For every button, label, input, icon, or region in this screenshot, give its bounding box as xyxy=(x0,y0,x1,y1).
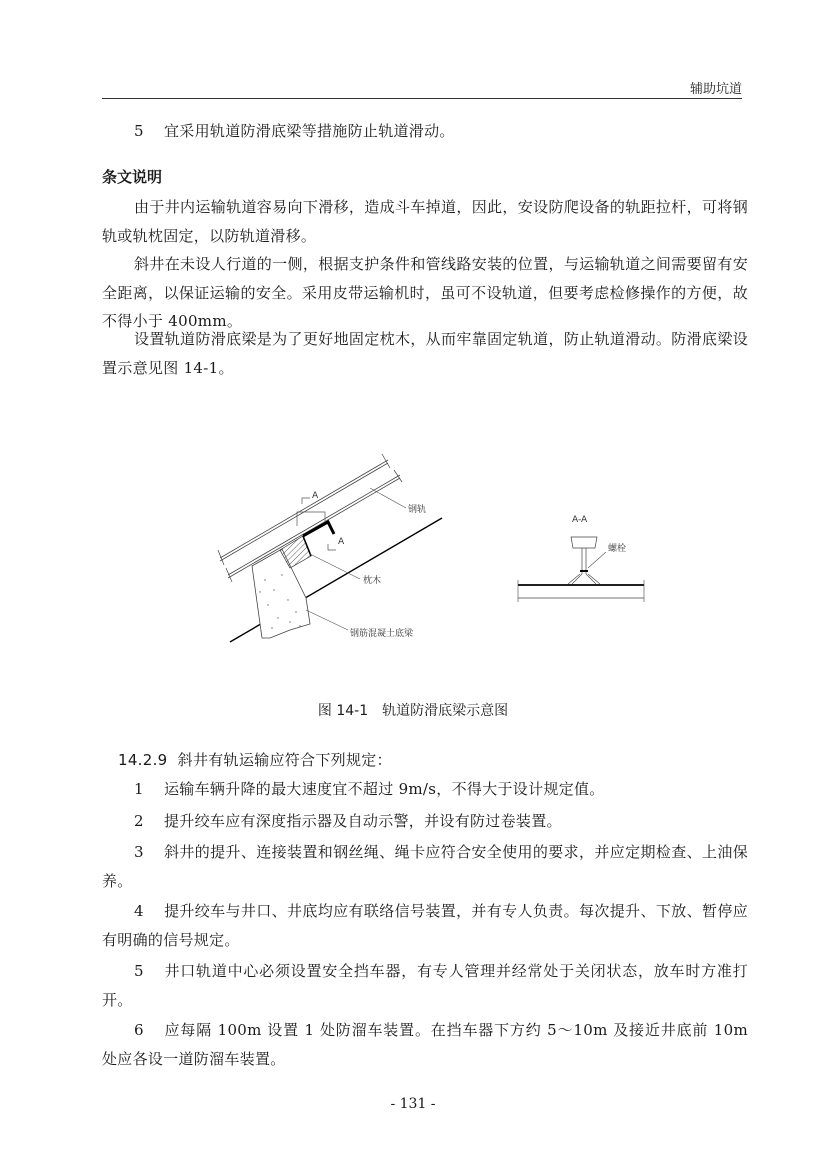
item-number: 5 xyxy=(134,962,144,980)
label-bolt: 螺栓 xyxy=(608,544,627,554)
rule-item xyxy=(102,775,748,804)
section-mark-bottom: A xyxy=(338,537,345,547)
item-text: 宜采用轨道防滑底梁等措施防止轨道滑动。 xyxy=(164,122,455,140)
section-title: 斜井有轨运输应符合下列规定： xyxy=(177,751,392,769)
item-text: 井口轨道中心必须设置安全挡车器，有专人管理并经常处于关闭状态，放车时方准打开。 xyxy=(102,962,748,1009)
item-text: 斜井的提升、连接装置和钢丝绳、绳卡应符合安全使用的要求，并应定期检查、上油保养。 xyxy=(102,843,748,890)
break-marks xyxy=(218,454,402,582)
explanation-paragraph: 设置轨道防滑底梁是为了更好地固定枕木，从而牢靠固定轨道，防止轨道滑动。防滑底梁设置示意见图 14-1。 xyxy=(102,330,748,377)
item-number: 4 xyxy=(134,902,144,920)
page-number: - 131 - xyxy=(390,1096,436,1112)
rule-item xyxy=(102,1016,748,1073)
item-number: 6 xyxy=(134,1021,144,1039)
label-beam: 钢筋混凝土底梁 xyxy=(350,629,414,639)
label-sleeper: 枕木 xyxy=(363,576,382,586)
item-number: 2 xyxy=(134,812,144,830)
section-number: 14.2.9 xyxy=(118,751,168,769)
item-text: 提升绞车与井口、井底均应有联络信号装置，并有专人负责。每次提升、下放、暂停应有明确的信号规定。 xyxy=(102,902,748,949)
item-number: 1 xyxy=(134,780,144,798)
label-section-a-a: A-A xyxy=(572,515,588,525)
section-heading xyxy=(118,746,748,775)
explanation-paragraph: 由于井内运输轨道容易向下滑移，造成斗车掉道，因此，安设防爬设备的轨距拉杆，可将钢轨或轨枕固定，以防轨道滑移。 xyxy=(102,198,748,245)
item-text: 应每隔 100m 设置 1 处防溜车装置。在挡车器下方约 5～10m 及接近井底前 10m 处应各设一道防溜车装置。 xyxy=(102,1021,748,1068)
figure-14-1 xyxy=(210,440,670,650)
rule-item xyxy=(102,838,748,895)
item-text: 运输车辆升降的最大速度宜不超过 9m/s，不得大于设计规定值。 xyxy=(164,780,605,798)
figure-caption: 图 14-1 轨道防滑底梁示意图 xyxy=(317,703,509,719)
label-rail: 钢轨 xyxy=(408,505,427,515)
concrete-beam xyxy=(252,549,310,638)
item-text: 提升绞车应有深度指示器及自动示警，并设有防过卷装置。 xyxy=(164,812,562,830)
section-mark-top: A xyxy=(312,491,319,501)
header-rule xyxy=(102,98,742,99)
explanation-heading: 条文说明 xyxy=(102,168,163,186)
rule-item xyxy=(102,807,748,836)
clause-item-5 xyxy=(102,117,748,146)
rule-item xyxy=(102,897,748,954)
item-number: 5 xyxy=(134,122,144,140)
header-title: 辅助坑道 xyxy=(689,82,742,97)
section-view-a-a xyxy=(518,515,644,602)
rule-item xyxy=(102,957,748,1014)
explanation-paragraph: 斜井在未设人行道的一侧，根据支护条件和管线路安装的位置，与运输轨道之间需要留有安全距离，以保证运输的安全。采用皮带运输机时，虽可不设轨道，但要考虑检修操作的方便，故不得小于 400mm。 xyxy=(102,255,748,330)
item-number: 3 xyxy=(134,843,144,861)
anti-slip-beam-diagram xyxy=(210,440,670,650)
